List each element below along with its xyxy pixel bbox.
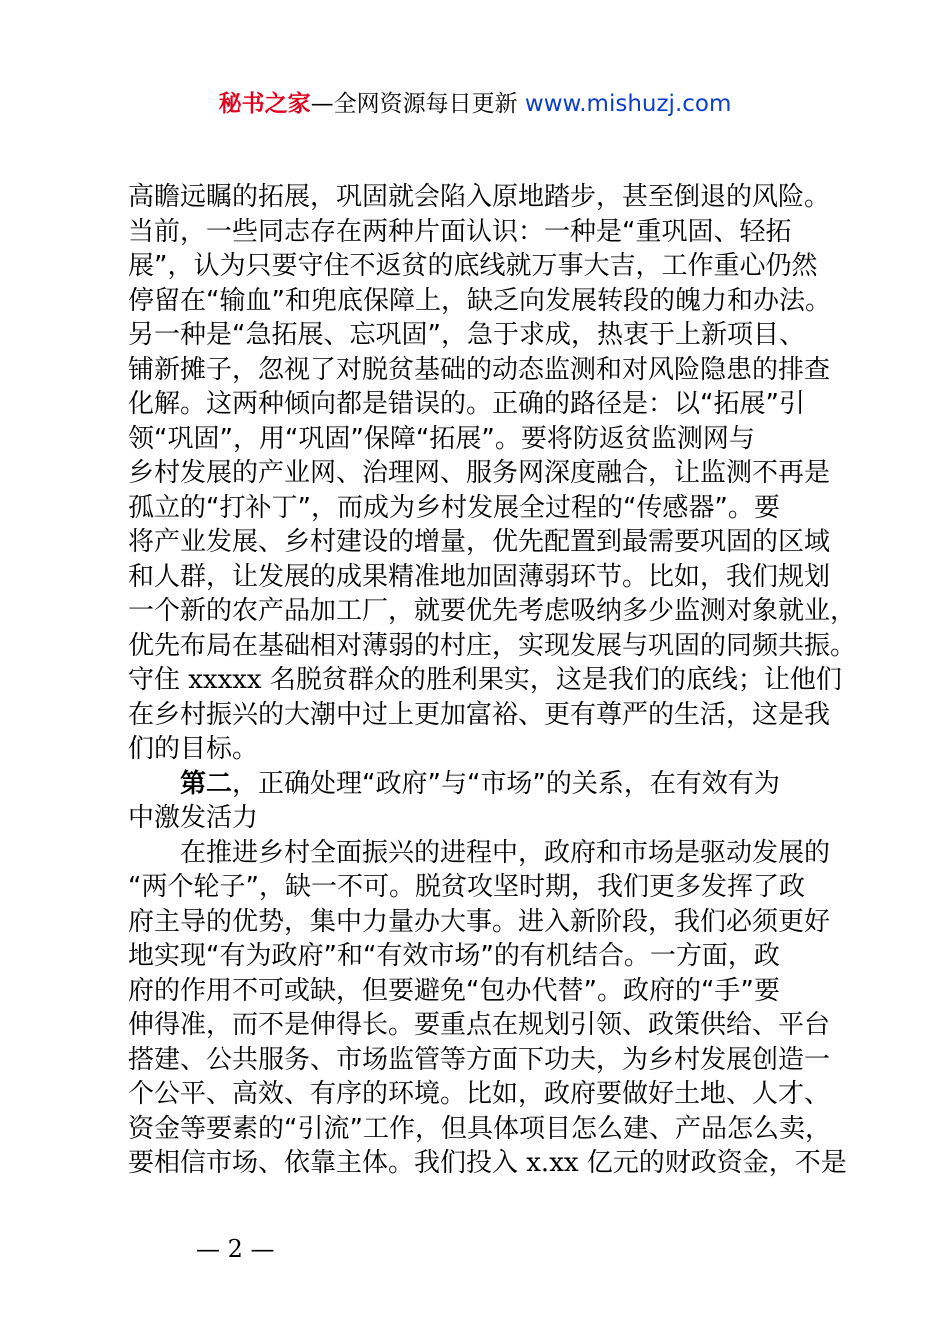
text-line: 一个新的农产品加工厂，就要优先考虑吸纳多少监测对象就业， — [128, 596, 857, 626]
text-line: 停留在“输血”和兜底保障上，缺乏向发展转段的魄力和办法。 — [128, 285, 831, 316]
last-line-suffix: 亿元的财政资金，不是 — [578, 1148, 847, 1178]
site-url-link[interactable]: www.mishuzj.com — [524, 91, 732, 117]
text-line: 在推进乡村全面振兴的进程中，政府和市场是驱动发展的 — [180, 837, 831, 868]
text-line: 们的目标。 — [128, 734, 259, 764]
text-line: 乡村发展的产业网、治理网、服务网深度融合，让监测不再是 — [128, 458, 831, 488]
text-line: 高瞻远瞩的拓展，巩固就会陷入原地踏步，甚至倒退的风险。 — [128, 182, 831, 212]
text-line: 在乡村振兴的大潮中过上更加富裕、更有尊严的生活，这是我 — [128, 699, 831, 730]
section-heading-number: 第二 — [180, 768, 233, 799]
section-heading-continuation: 中激发活力 — [128, 803, 259, 833]
text-line: 孤立的“打补丁”，而成为乡村发展全过程的“传感器”。要 — [128, 492, 780, 523]
site-brand: 秘书之家 — [218, 91, 311, 117]
text-line: 资金等要素的“引流”工作，但具体项目怎么建、产品怎么卖， — [128, 1113, 831, 1144]
text-line: 展”，认为只要守住不返贫的底线就万事大吉，工作重心仍然 — [128, 251, 818, 281]
page-number: — 2 — — [196, 1235, 275, 1263]
text-line: 化解。这两种倾向都是错误的。正确的路径是：以“拓展”引 — [128, 389, 805, 419]
text-line: 和人群，让发展的成果精准地加固薄弱环节。比如，我们规划 — [128, 561, 831, 592]
guard-suffix: 名脱贫群众的胜利果实，这是我们的底线；让他们 — [261, 665, 842, 695]
document-body — [128, 180, 857, 1181]
guard-prefix: 守住 — [128, 665, 189, 695]
text-line: 铺新摊子，忽视了对脱贫基础的动态监测和对风险隐患的排查 — [128, 354, 831, 385]
site-header — [0, 88, 950, 120]
text-line: 优先布局在基础相对薄弱的村庄，实现发展与巩固的同频共振。 — [128, 630, 857, 661]
text-line: 个公平、高效、有序的环境。比如，政府要做好土地、人才、 — [128, 1079, 831, 1109]
text-line: 领“巩固”，用“巩固”保障“拓展”。要将防返贫监测网与 — [128, 423, 755, 454]
text-line: 伸得准，而不是伸得长。要重点在规划引领、政策供给、平台 — [128, 1010, 831, 1040]
text-line-guard — [128, 663, 848, 698]
text-line: “两个轮子”，缺一不可。脱贫攻坚时期，我们更多发挥了政 — [128, 872, 805, 902]
text-line: 地实现“有为政府”和“有效市场”的有机结合。一方面，政 — [128, 941, 780, 971]
text-line: 当前，一些同志存在两种片面认识：一种是“重巩固、轻拓 — [128, 216, 792, 247]
text-line-last — [128, 1146, 848, 1181]
last-line-prefix: 要相信市场、依靠主体。我们投入 — [128, 1148, 527, 1178]
text-line: 将产业发展、乡村建设的增量，优先配置到最需要巩固的区域 — [128, 527, 831, 557]
text-line: 府主导的优势，集中力量办大事。进入新阶段，我们必须更好 — [128, 906, 831, 937]
text-line: 府的作用不可或缺，但要避免“包办代替”。政府的“手”要 — [128, 975, 780, 1006]
section-heading — [128, 767, 848, 802]
section-heading-text: ，正确处理“政府”与“市场”的关系，在有效有为 — [232, 768, 780, 799]
guard-number: xxxxx — [188, 665, 262, 695]
text-line: 搭建、公共服务、市场监管等方面下功夫，为乡村发展创造一 — [128, 1044, 831, 1075]
site-tagline: —全网资源每日更新 — [310, 91, 518, 117]
text-line: 另一种是“急拓展、忘巩固”，急于求成，热衷于上新项目、 — [128, 320, 805, 350]
last-line-amount: x.xx — [526, 1148, 579, 1178]
